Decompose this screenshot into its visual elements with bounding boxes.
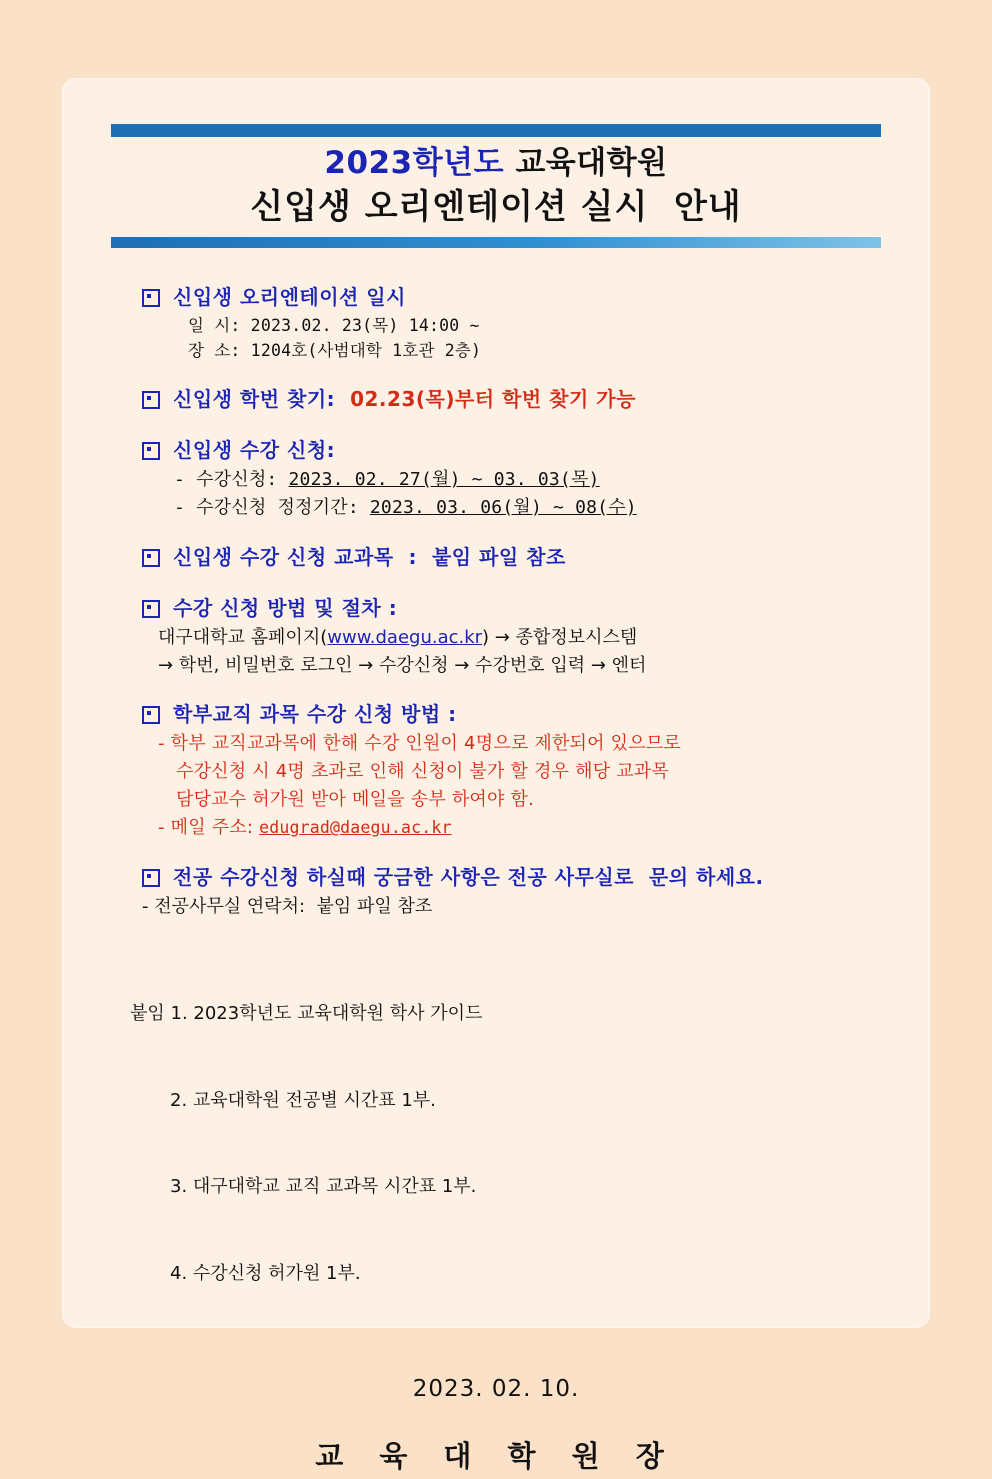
section-heading-row: [108, 282, 884, 313]
square-bullet-icon: [142, 600, 160, 618]
section-heading-row: [108, 699, 884, 730]
page-title-line-2: 신입생 오리엔테이션 실시 안내: [250, 186, 742, 227]
student-number-available-date: 02.23(목)부터 학번 찾기 가능: [350, 386, 636, 411]
attachment-item: 3. 대구대학교 교직 교과목 시간표 1부.: [170, 1176, 477, 1198]
teaching-note-line-3: 담당교수 허가원 받아 메일을 송부 하여야 함.: [176, 789, 535, 811]
section-course-list: [108, 542, 884, 573]
notice-date: 2023. 02. 10.: [412, 1376, 580, 1403]
square-bullet-icon: [142, 706, 160, 724]
section-major-office-inquiry: [108, 862, 884, 921]
procedure-line-2: → 학번, 비밀번호 로그인 → 수강신청 → 수강번호 입력 → 엔터: [158, 654, 647, 676]
title-year: 2023학년도: [324, 145, 505, 181]
section-student-number: [108, 384, 884, 415]
procedure-suffix: ) → 종합정보시스템: [482, 626, 638, 648]
section-heading: 수강 신청 방법 및 절차 :: [173, 595, 398, 620]
attachment-item: 2. 교육대학원 전공별 시간표 1부.: [170, 1089, 436, 1111]
attachment-item: 붙임 1. 2023학년도 교육대학원 학사 가이드: [130, 1003, 483, 1025]
square-bullet-icon: [142, 442, 160, 460]
registration-change-value: 2023. 03. 06(월) ~ 08(수): [369, 496, 637, 518]
poster-inner: [62, 78, 930, 1473]
contact-mail-line: [108, 814, 884, 842]
section-heading: 신입생 수강 신청 교과목 : 붙임 파일 참조: [173, 544, 566, 569]
square-bullet-icon: [142, 289, 160, 307]
section-heading-row: [108, 862, 884, 893]
major-office-contact-line: - 전공사무실 연락처: 붙임 파일 참조: [142, 895, 433, 917]
poster-page: [62, 78, 930, 1473]
header-rule-bottom: [111, 237, 881, 248]
teaching-note-line-2: 수강신청 시 4명 초과로 인해 신청이 불가 할 경우 해당 교과목: [176, 761, 669, 783]
attachment-item: 4. 수강신청 허가원 1부.: [170, 1262, 361, 1284]
section-heading-row: [108, 384, 884, 415]
section-heading-row: [108, 542, 884, 573]
section-heading: 전공 수강신청 하실때 궁금한 사항은 전공 사무실로 문의 하세요.: [173, 864, 764, 889]
teaching-note-line-1: - 학부 교직교과목에 한해 수강 인원이 4명으로 제한되어 있으므로: [158, 733, 682, 755]
section-heading: 신입생 수강 신청:: [173, 437, 336, 462]
procedure-prefix: 대구대학교 홈페이지(: [158, 626, 328, 648]
registration-period-value: 2023. 02. 27(월) ~ 03. 03(목): [288, 468, 600, 490]
section-heading-row: [108, 435, 884, 466]
poster-title-block: [108, 137, 884, 233]
section-heading: 신입생 오리엔테이션 일시: [173, 284, 406, 309]
poster-content: [108, 282, 884, 1479]
title-org: 교육대학원: [504, 145, 668, 181]
signer-title: 교 육 대 학 원 장: [315, 1438, 677, 1473]
attachment-block: [108, 943, 884, 1346]
contact-email-link[interactable]: edugrad@daegu.ac.kr: [259, 818, 452, 838]
section-orientation-datetime: [108, 282, 884, 364]
university-homepage-link[interactable]: www.daegu.ac.kr: [327, 626, 483, 648]
orientation-place-line: 장 소: 1204호(사범대학 1호관 2층): [188, 341, 482, 361]
registration-change-period-line: [108, 494, 884, 522]
section-heading: 학부교직 과목 수강 신청 방법 :: [173, 702, 457, 727]
registration-period-line: [108, 466, 884, 494]
section-teaching-course-method: [108, 699, 884, 842]
procedure-line-1: [108, 624, 884, 652]
orientation-datetime-line: 일 시: 2023.02. 23(목) 14:00 ~: [188, 315, 480, 335]
section-course-registration: [108, 435, 884, 522]
square-bullet-icon: [142, 869, 160, 887]
square-bullet-icon: [142, 391, 160, 409]
registration-period-label: - 수강신청:: [174, 468, 289, 490]
square-bullet-icon: [142, 549, 160, 567]
section-registration-procedure: [108, 593, 884, 680]
registration-change-label: - 수강신청 정정기간:: [174, 496, 370, 518]
header-rule-top: [111, 124, 881, 137]
section-heading-row: [108, 593, 884, 624]
mail-label: - 메일 주소:: [158, 817, 260, 839]
section-heading: [173, 384, 636, 415]
student-number-label: 신입생 학번 찾기:: [173, 386, 351, 411]
page-title-line-1: [108, 143, 884, 185]
